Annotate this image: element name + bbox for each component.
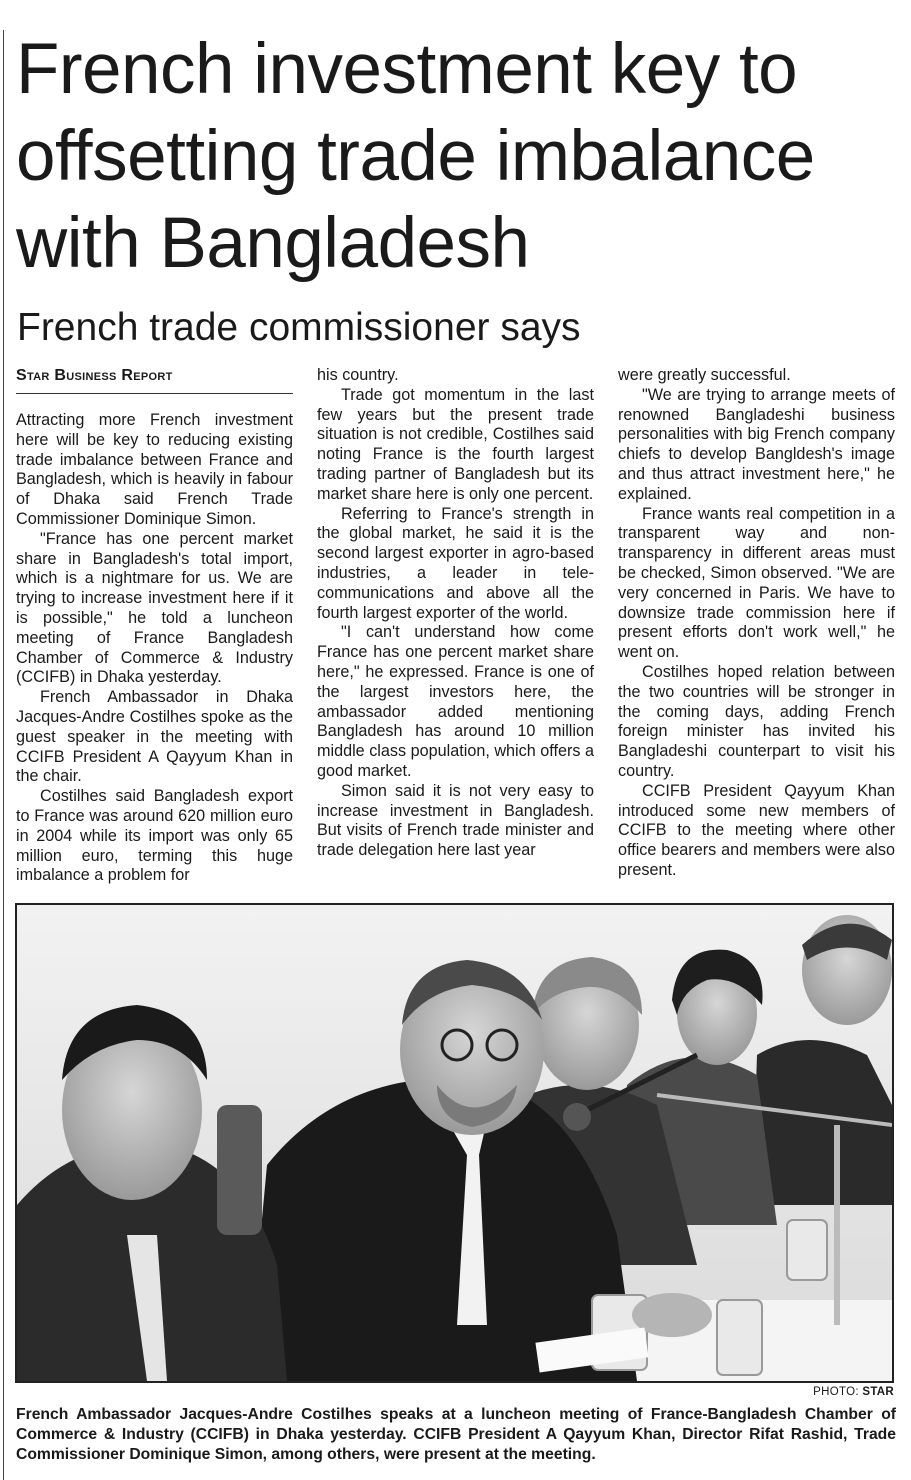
paragraph: French Ambassador in Dhaka Jacques-Andre Costilhes spoke as the guest speaker in the meeting with CCIFB President A Qayyum Khan in the chair. [16,688,293,786]
paragraph: were greatly successful. [618,366,791,384]
paragraph: "We are trying to arrange meets of renowned Bangladeshi business personalities with big French company chiefs to develop Bangldesh's image and thus attract investment here," he explained. [618,385,895,503]
paragraph: his country. [317,366,399,384]
paragraph: Simon said it is not very easy to increase investment in Bangladesh. But visits of French trade minister and trade delegation here last year [317,781,594,860]
photo-credit [813,1386,894,1398]
paragraph: Costilhes said Bangladesh export to France was around 620 million euro in 2004 while its import was only 65 million euro, terming this huge imbalance a problem for [16,787,293,885]
water-glass-icon [787,1220,827,1280]
byline: Star Business Report [16,366,293,394]
photo-credit-source: STAR [862,1386,894,1398]
paragraph: Attracting more French investment here will be key to reducing existing trade imbalance between France and Bangladesh, which is heavily in fabour of Dhaka said French Trade Commissioner Dominique Simon. [16,411,293,528]
photo-credit-label: PHOTO: [813,1386,859,1398]
paragraph: "I can't understand how come France has one percent market share here," he expressed. France is one of the largest investors here, the ambassador added mentioning Bangladesh has around 10 million middle class population, which offers a good market. [317,623,594,780]
paragraph: France wants real competition in a transparent way and non-transparency in different areas must be checked, Simon observed. "We are very concerned in Paris. We have to downsize trade commission here if present efforts don't work well," he went on. [618,504,895,662]
subheadline: French trade commissioner says [17,306,581,349]
article-column-2 [317,366,594,861]
paragraph: Costilhes hoped relation between the two countries will be stronger in the coming days, adding French foreign minister has invited his Bangladeshi counterpart to visit his country. [618,662,895,780]
photo-caption: French Ambassador Jacques-Andre Costilhes speaks at a luncheon meeting of France-Bangladesh Chamber of Commerce & Industry (CCIFB) in Dhaka yesterday. CCIFB President A Qayyum Khan, Director Rifat Rashid, Trade Commissioner Dominique Simon, among others, were present at the meeting. [16,1406,896,1463]
paragraph: Trade got momentum in the last few years but the present trade situation is not credible, Costilhes said noting France is the fourth largest trading partner of Bangladesh but its market share here is only one percent. [317,385,594,503]
paragraph: "France has one percent market share in Bangladesh's total import, which is a nightmare for us. We are trying to increase investment here if it is possible," he told a luncheon meeting of France Bangladesh Chamber of Commerce & Industry (CCIFB) in Dhaka yesterday. [16,529,293,687]
water-glass-icon [717,1300,762,1375]
article-column-3 [618,366,895,881]
news-photo [15,903,894,1383]
paragraph: Referring to France's strength in the global market, he said it is the second largest exporter in agro-based industries, a leader in tele-communications and above all the fourth largest exporter of the world. [317,504,594,622]
left-margin-rule [3,30,4,1480]
photo-illustration [17,905,892,1381]
article-column-1 [16,366,293,886]
headline: French investment key to offsetting trade imbalance with Bangladesh [16,30,815,283]
paragraph: CCIFB President Qayyum Khan introduced some new members of CCIFB to the meeting where other office bearers and members were also present. [618,781,895,879]
